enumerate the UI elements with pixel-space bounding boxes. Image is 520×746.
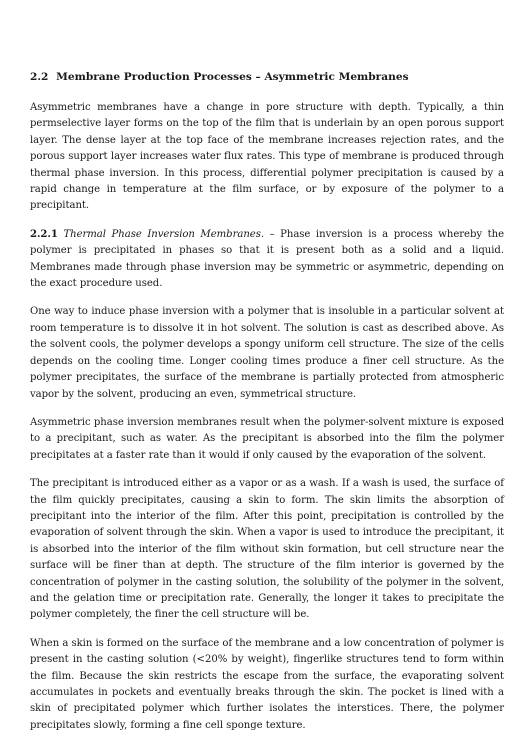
document-page (30, 70, 504, 746)
paragraph-intro: Asymmetric membranes have a change in pore structure with depth. Typically, a thin permselective layer forms on the top of the film that is underlain by an open porous support layer. The dense layer at the top face of the membrane increases rejection rates, and the porous support layer increases water flux rates. This type of membrane is produced through thermal phase inversion. In this process, differential polymer precipitation is caused by a rapid change in temperature at the film surface, or by exposure of the polymer to a precipitant. (30, 102, 504, 212)
paragraph-skin-formation: When a skin is formed on the surface of the membrane and a low concentration of polymer is present in the casting solution (<20% by weight), fingerlike structures tend to form within the film. Because the skin restricts the escape from the surface, the evaporating solvent accumulates in pockets and eventually breaks through the skin. The pocket is lined with a skin of precipitated polymer which further isolates the interstices. There, the polymer precipitates slowly, forming a fine cell sponge texture. (30, 637, 504, 731)
subsection-number: 2.2.1 (30, 228, 58, 240)
paragraph-asymmetric: Asymmetric phase inversion membranes result when the polymer-solvent mixture is exposed to a precipitant, such as water. As the precipitant is absorbed into the film the polymer precipitates at a faster rate than it would if only caused by the evaporation of the solvent. (30, 416, 504, 461)
paragraph-precipitant: The precipitant is introduced either as a vapor or as a wash. If a wash is used, the surface of the film quickly precipitates, causing a skin to form. The skin limits the absorption of precipitant into the interior of the film. After this point, precipitation is controlled by the evaporation of solvent through the skin. When a vapor is used to introduce the precipitant, it is absorbed into the interior of the film without skin formation, but cell structure near the surface will be finer than at depth. The structure of the film interior is governed by the concentration of polymer in the casting solution, the solubility of the polymer in the solvent, and the gelation time or precipitation rate. Generally, the longer it takes to precipitate the polymer completely, the finer the cell structure will be. (30, 478, 504, 621)
section-title: Membrane Production Processes – Asymmetric Membranes (56, 71, 409, 83)
subsection-title: Thermal Phase Inversion Membranes. (63, 228, 264, 240)
subsection-body: – Phase inversion is a process whereby the polymer is precipitated in phases so that it is present both as a solid and a liquid. Membranes made through phase inversion may be symmetric or asymmetric, depending on the exact procedure used. (30, 228, 504, 290)
section-heading (30, 70, 504, 84)
section-number: 2.2 (30, 71, 49, 83)
paragraph-hot-solvent: One way to induce phase inversion with a polymer that is insoluble in a particular solvent at room temperature is to dissolve it in hot solvent. The solution is cast as described above. As the solvent cools, the polymer develops a spongy uniform cell structure. The size of the cells depends on the cooling time. Longer cooling times produce a finer cell structure. As the polymer precipitates, the surface of the membrane is partially protected from atmospheric vapor by the solvent, producing an even, symmetrical structure. (30, 306, 504, 400)
paragraph-thermal-phase-inversion (30, 227, 504, 293)
